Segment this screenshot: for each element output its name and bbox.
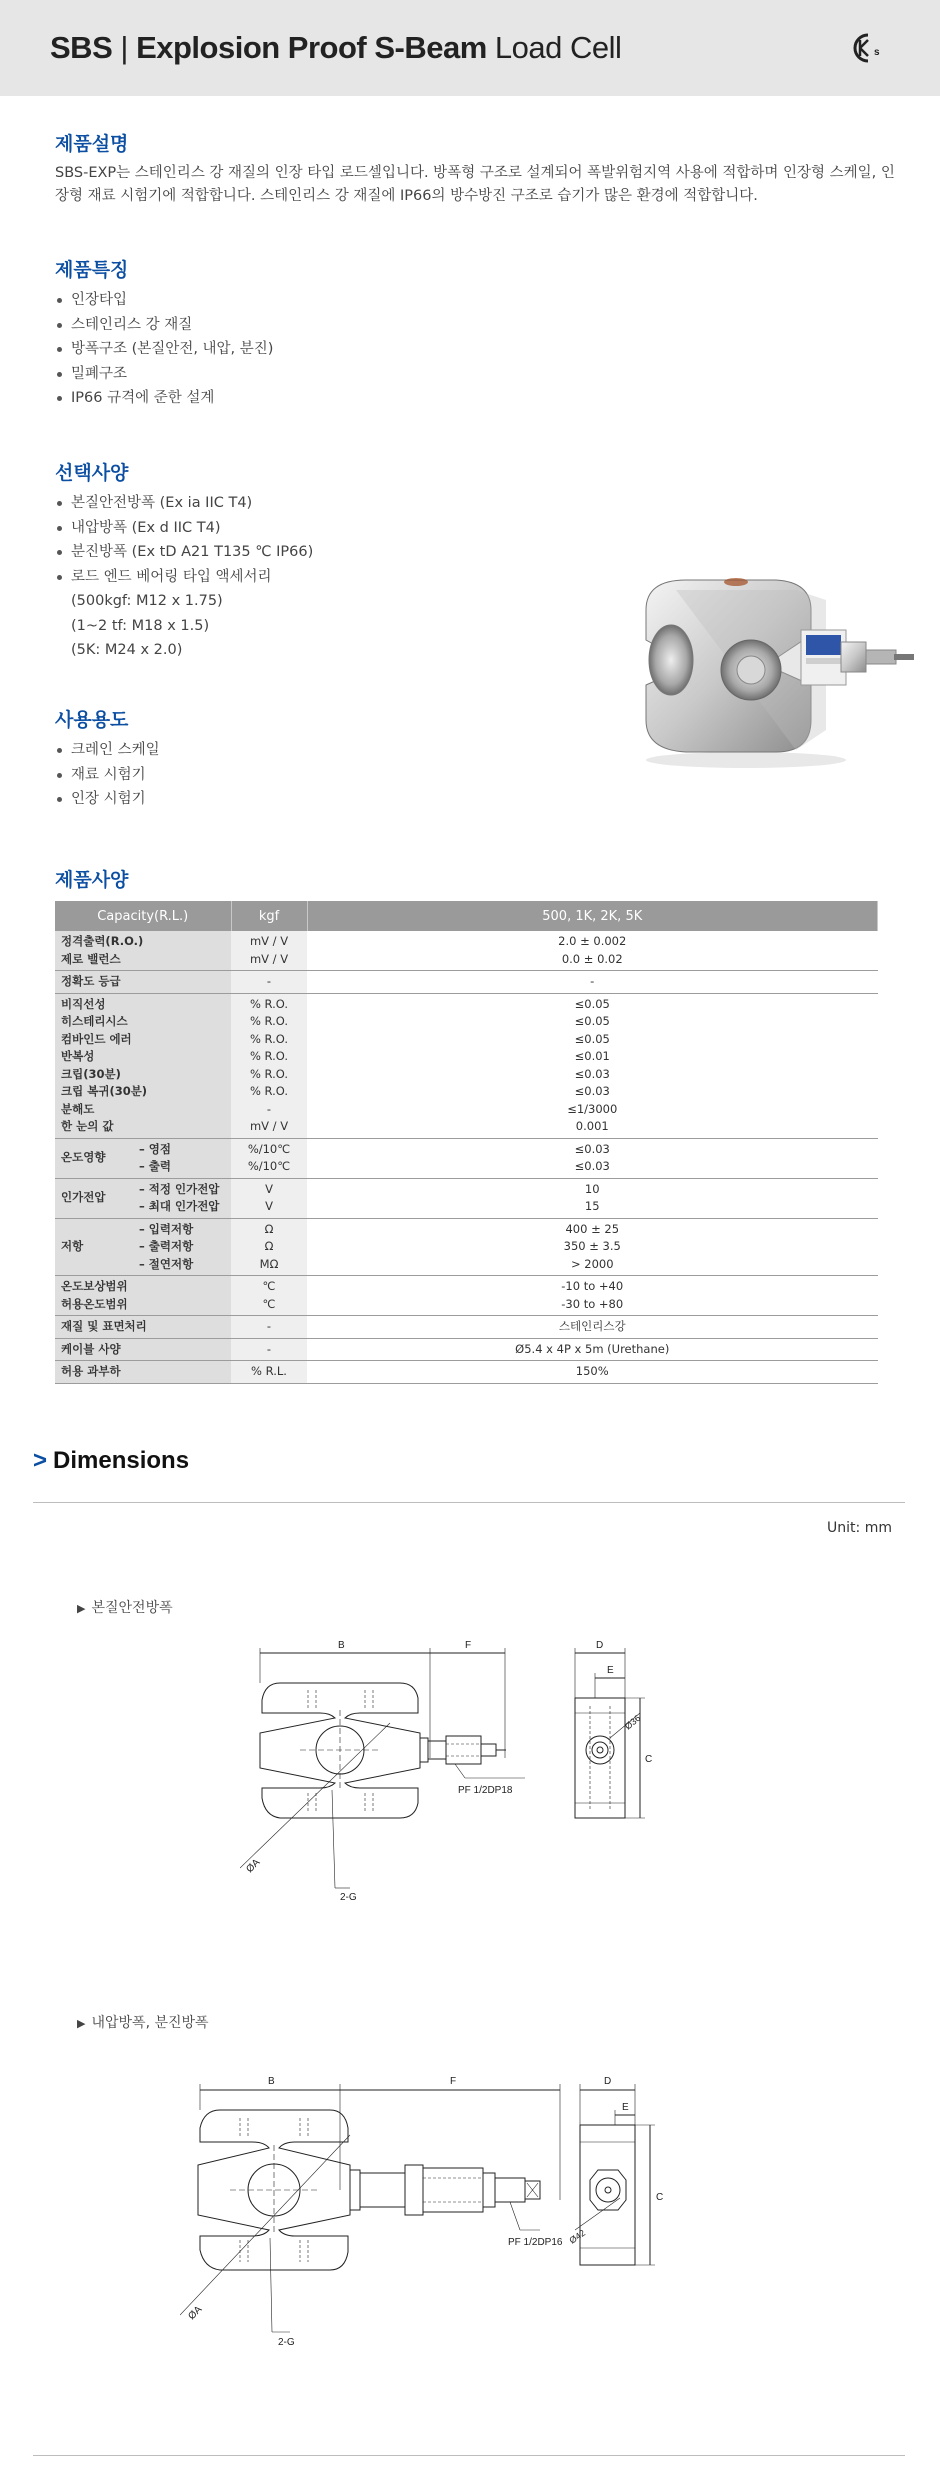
cell-line: % R.O. xyxy=(249,996,289,1011)
dim-label-phia: ØA xyxy=(186,2304,205,2323)
spec-value-cell xyxy=(307,971,878,994)
cell-line: ≤0.05 xyxy=(574,996,610,1011)
cell-line: mV / V xyxy=(249,951,289,966)
triangle-right-icon: ▶ xyxy=(77,2017,86,2030)
cell-line: ≤0.03 xyxy=(574,1066,610,1081)
dim-label-g: 2-G xyxy=(278,2337,295,2348)
spec-label-cell xyxy=(55,1361,231,1384)
cell-line: ≤0.03 xyxy=(574,1084,610,1098)
cell-line: ≤1/3000 xyxy=(567,1101,618,1116)
cell-line: 허용 과부하 xyxy=(61,1364,121,1378)
table-row xyxy=(55,1218,878,1276)
cell-line: mV / V xyxy=(249,1119,289,1133)
spec-sub-label: – 최대 인가전압 xyxy=(139,1199,220,1213)
applications-title: 사용용도 xyxy=(55,709,129,731)
options-title: 선택사양 xyxy=(55,462,129,484)
spec-unit-cell xyxy=(231,1338,307,1361)
spec-value-cell xyxy=(307,993,878,1138)
triangle-right-icon: ▶ xyxy=(77,1602,86,1615)
spec-value-cell xyxy=(307,1218,878,1276)
cell-line: 케이블 사양 xyxy=(61,1341,121,1356)
cell-line: 히스테리시스 xyxy=(61,1014,128,1028)
list-item: 스테인리스 강 재질 xyxy=(55,313,905,338)
list-sub-item: (5K: M24 x 2.0) xyxy=(71,642,183,658)
cell-line: -10 to +40 xyxy=(561,1279,624,1293)
features-list xyxy=(55,288,905,411)
cell-line: 15 xyxy=(584,1199,600,1213)
list-item: 내압방폭 (Ex d IIC T4) xyxy=(55,516,905,541)
features-section xyxy=(55,255,905,411)
cell-line: 400 ± 25 xyxy=(565,1221,620,1236)
dim-label-b: B xyxy=(338,1640,345,1651)
dim-label-d: D xyxy=(596,1640,604,1651)
spec-unit-cell xyxy=(231,1138,307,1178)
kc-cert-icon xyxy=(852,32,884,64)
cell-line: - xyxy=(590,974,595,988)
chevron-right-icon: > xyxy=(33,1447,48,1474)
cell-line: % R.O. xyxy=(249,1049,289,1063)
cell-line: ≤0.03 xyxy=(574,1141,610,1156)
drawing2-subtitle xyxy=(77,2012,209,2032)
spec-group-label: 저항 xyxy=(61,1239,84,1253)
cell-line: ℃ xyxy=(262,1279,276,1293)
specs-title: 제품사양 xyxy=(55,869,129,891)
spec-value-cell xyxy=(307,1316,878,1339)
list-item: 크레인 스케일 xyxy=(55,738,905,763)
cell-line: % R.O. xyxy=(249,1031,289,1046)
cell-line: Ø5.4 x 4P x 5m (Urethane) xyxy=(515,1341,670,1356)
dimension-drawing-flameproof xyxy=(180,2070,780,2370)
dim-label-c: C xyxy=(645,1754,653,1765)
cell-line: > 2000 xyxy=(570,1256,614,1271)
drawing1-subtitle-text: 본질안전방폭 xyxy=(91,1600,173,1616)
unit-label: Unit: mm xyxy=(827,1520,892,1536)
spec-unit-cell xyxy=(231,931,307,971)
list-item: IP66 규격에 준한 설계 xyxy=(55,386,905,411)
spec-label-cell xyxy=(55,971,231,994)
spec-label-cell xyxy=(55,1276,231,1316)
cell-line: - xyxy=(266,1341,272,1356)
spec-sub-label: – 영점 xyxy=(139,1141,171,1156)
dim-label-e: E xyxy=(622,2102,629,2113)
page-title xyxy=(50,30,621,66)
cell-line: - xyxy=(266,1101,272,1116)
cell-line: Ω xyxy=(264,1221,274,1236)
cell-line: % R.O. xyxy=(249,1084,289,1098)
svg-text:s: s xyxy=(874,47,880,58)
spec-value-cell xyxy=(307,1276,878,1316)
spec-sub-label: – 절연저항 xyxy=(139,1256,194,1271)
divider xyxy=(33,2455,905,2456)
cell-line: %/10℃ xyxy=(247,1159,291,1173)
column-header-value: 500, 1K, 2K, 5K xyxy=(307,901,878,931)
cell-line: 재질 및 표면처리 xyxy=(61,1319,147,1333)
features-title: 제품특징 xyxy=(55,259,129,281)
cell-line: 0.001 xyxy=(575,1119,609,1133)
cell-line: 크립 복귀(30분) xyxy=(61,1084,148,1098)
dim-label-pf: PF 1/2DP16 xyxy=(508,2237,563,2248)
table-row xyxy=(55,931,878,971)
spec-sub-label: – 적정 인가전압 xyxy=(139,1181,220,1196)
spec-sub-label: – 출력 xyxy=(139,1159,171,1173)
list-item: 밀폐구조 xyxy=(55,362,905,387)
cell-line: ≤0.01 xyxy=(574,1049,610,1063)
page-header xyxy=(0,0,940,96)
drawing2-subtitle-text: 내압방폭, 분진방폭 xyxy=(91,2015,209,2031)
dim-label-d: D xyxy=(604,2076,612,2087)
spec-unit-cell xyxy=(231,1316,307,1339)
cell-line: Ω xyxy=(264,1239,274,1253)
dim-label-f: F xyxy=(465,1640,472,1651)
cell-line: mV / V xyxy=(249,934,289,948)
dimensions-title xyxy=(33,1447,189,1475)
dim-label-phia: ØA xyxy=(244,1857,263,1876)
dim-label-c: C xyxy=(656,2192,664,2203)
cell-line: ≤0.05 xyxy=(574,1031,610,1046)
spec-value-cell xyxy=(307,1361,878,1384)
dim-label-e: E xyxy=(607,1665,614,1676)
list-sub-item: (1~2 tf: M18 x 1.5) xyxy=(71,617,210,634)
divider xyxy=(33,1502,905,1503)
product-name-bold: Explosion Proof S-Beam xyxy=(136,30,487,65)
cell-line: 0.0 ± 0.02 xyxy=(561,951,623,966)
list-sub-item: (500kgf: M12 x 1.75) xyxy=(71,593,223,609)
cell-line: ≤0.05 xyxy=(574,1014,610,1028)
cell-line: ℃ xyxy=(262,1296,276,1311)
spec-label-cell xyxy=(55,931,231,971)
list-item: 재료 시험기 xyxy=(55,763,905,788)
spec-value-cell xyxy=(307,1178,878,1218)
spec-unit-cell xyxy=(231,971,307,994)
spec-value-cell xyxy=(307,931,878,971)
cell-line: 150% xyxy=(575,1364,609,1378)
description-section xyxy=(55,129,905,208)
table-row xyxy=(55,1276,878,1316)
dim-label-phi: Ø36 xyxy=(622,1712,643,1732)
cell-line: 제로 밸런스 xyxy=(61,951,121,966)
specs-section xyxy=(55,865,905,898)
cell-line: 스테인리스강 xyxy=(558,1319,626,1333)
spec-value-cell xyxy=(307,1138,878,1178)
product-photo xyxy=(636,570,916,770)
spec-value-cell xyxy=(307,1338,878,1361)
column-header-capacity: Capacity(R.L.) xyxy=(55,901,231,931)
spec-label-cell xyxy=(55,1178,231,1218)
table-row xyxy=(55,1138,878,1178)
cell-line: -30 to +80 xyxy=(561,1296,624,1311)
table-row xyxy=(55,993,878,1138)
cell-line: 온도보상범위 xyxy=(61,1279,128,1293)
list-item: 방폭구조 (본질안전, 내압, 분진) xyxy=(55,337,905,362)
description-title: 제품설명 xyxy=(55,133,129,155)
list-item: 로드 엔드 베어링 타입 액세서리 xyxy=(55,565,905,590)
spec-table xyxy=(55,901,878,1384)
list-item: 분진방폭 (Ex tD A21 T135 ℃ IP66) xyxy=(55,540,905,565)
dimensions-heading: Dimensions xyxy=(53,1447,190,1474)
spec-sub-label: – 출력저항 xyxy=(139,1239,194,1253)
table-row xyxy=(55,1316,878,1339)
cell-line: 350 ± 3.5 xyxy=(563,1239,621,1253)
cell-line: 정격출력(R.O.) xyxy=(61,934,144,948)
cell-line: % R.O. xyxy=(249,1066,289,1081)
spec-sub-label: – 입력저항 xyxy=(139,1221,194,1236)
column-header-unit: kgf xyxy=(231,901,307,931)
cell-line: 허용온도범위 xyxy=(61,1296,128,1311)
cell-line: ≤0.03 xyxy=(574,1159,610,1173)
cell-line: 분해도 xyxy=(61,1101,95,1116)
cell-line: 2.0 ± 0.002 xyxy=(558,934,627,948)
cell-line: V xyxy=(265,1181,273,1196)
dim-label-f: F xyxy=(450,2076,457,2087)
dimension-drawing-intrinsic xyxy=(240,1638,720,1928)
drawing1-subtitle xyxy=(77,1597,173,1617)
dim-label-b: B xyxy=(268,2076,275,2087)
spec-unit-cell xyxy=(231,993,307,1138)
cell-line: % R.L. xyxy=(251,1364,287,1378)
cell-line: 비직선성 xyxy=(61,996,106,1011)
spec-unit-cell xyxy=(231,1178,307,1218)
cell-line: % R.O. xyxy=(249,1014,289,1028)
list-item: 인장 시험기 xyxy=(55,787,905,812)
spec-unit-cell xyxy=(231,1361,307,1384)
cell-line: MΩ xyxy=(259,1256,279,1271)
spec-unit-cell xyxy=(231,1218,307,1276)
table-row xyxy=(55,971,878,994)
cell-line: 반복성 xyxy=(61,1049,95,1063)
cell-line: - xyxy=(266,1319,272,1333)
product-name-light: Load Cell xyxy=(494,30,622,65)
spec-label-cell xyxy=(55,1338,231,1361)
table-row xyxy=(55,1361,878,1384)
spec-unit-cell xyxy=(231,1276,307,1316)
cell-line: - xyxy=(266,974,272,988)
dim-label-phi: Ø42 xyxy=(567,2227,588,2246)
cell-line: %/10℃ xyxy=(247,1141,291,1156)
spec-label-cell xyxy=(55,1316,231,1339)
cell-line: 10 xyxy=(584,1181,600,1196)
spec-group-label: 온도영향 xyxy=(61,1150,106,1165)
cell-line: 컴바인드 에러 xyxy=(61,1031,132,1046)
list-item: 본질안전방폭 (Ex ia IIC T4) xyxy=(55,491,905,516)
description-text: SBS-EXP는 스테인리스 강 재질의 인장 타입 로드셀입니다. 방폭형 구조로 설계되어 폭발위험지역 사용에 적합하며 인장형 스케일, 인장형 재료 시험기에 적합합니다. 스테인리스 강 재질에 IP66의 방수방진 구조로 습기가 많은 환경에 적합합니다. xyxy=(55,165,895,204)
list-item: 인장타입 xyxy=(55,288,905,313)
dim-label-pf: PF 1/2DP18 xyxy=(458,1785,513,1796)
title-separator: | xyxy=(120,30,128,65)
cell-line: 정확도 등급 xyxy=(61,974,121,988)
spec-group-label: 인가전압 xyxy=(61,1190,106,1205)
cell-line: 한 눈의 값 xyxy=(61,1119,114,1133)
cell-line: V xyxy=(265,1199,273,1213)
table-row xyxy=(55,1338,878,1361)
spec-label-cell xyxy=(55,1138,231,1178)
table-row xyxy=(55,1178,878,1218)
model-code: SBS xyxy=(50,30,113,65)
cell-line: 크립(30분) xyxy=(61,1066,121,1081)
spec-label-cell xyxy=(55,993,231,1138)
dim-label-g: 2-G xyxy=(340,1892,357,1903)
spec-label-cell xyxy=(55,1218,231,1276)
